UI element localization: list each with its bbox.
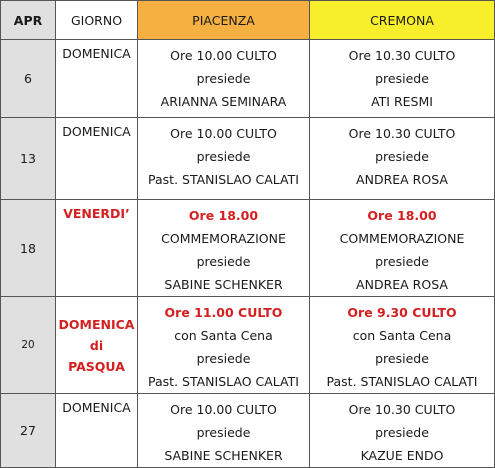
table-row <box>1 40 495 118</box>
presiede-label: presiede <box>375 149 429 164</box>
cremona-cell <box>310 394 495 468</box>
day-label: DOMENICA <box>58 316 135 332</box>
piacenza-cell <box>138 118 310 200</box>
service-time: Ore 10.00 CULTO <box>170 48 277 63</box>
service-time: Ore 18.00 <box>188 208 259 223</box>
header-row <box>1 1 495 40</box>
date-cell: 20 <box>1 297 56 394</box>
day-label: VENERDI’ <box>63 206 130 221</box>
day-cell <box>56 40 138 118</box>
presiede-label: presiede <box>196 71 251 86</box>
presiede-label: presiede <box>375 71 429 86</box>
piacenza-cell <box>138 200 310 297</box>
presiede-label: presiede <box>196 149 251 164</box>
cremona-cell <box>310 297 495 394</box>
date-cell: 13 <box>1 118 56 200</box>
presider-name: Past. STANISLAO CALATI <box>148 374 299 389</box>
day-label: di <box>89 337 104 353</box>
day-label: DOMENICA <box>62 400 131 415</box>
cremona-cell <box>310 40 495 118</box>
presider-name: ARIANNA SEMINARA <box>160 94 287 109</box>
presider-name: KAZUE ENDO <box>360 448 444 463</box>
presiede-label: presiede <box>196 351 251 366</box>
day-label: DOMENICA <box>62 46 131 61</box>
piacenza-cell <box>138 394 310 468</box>
date-cell: 18 <box>1 200 56 297</box>
day-label: PASQUA <box>68 358 125 374</box>
table-row <box>1 297 495 394</box>
date-cell: 27 <box>1 394 56 468</box>
cremona-cell <box>310 200 495 297</box>
service-type: con Santa Cena <box>352 328 452 343</box>
service-time: Ore 10.30 CULTO <box>348 126 456 141</box>
date-cell: 6 <box>1 40 56 118</box>
service-time: Ore 10.00 CULTO <box>170 402 277 417</box>
day-cell <box>56 394 138 468</box>
piacenza-cell <box>138 297 310 394</box>
presider-name: ANDREA ROSA <box>356 277 448 292</box>
presider-name: SABINE SCHENKER <box>164 277 283 292</box>
presiede-label: presiede <box>196 254 251 269</box>
presider-name: ANDREA ROSA <box>356 172 448 187</box>
day-cell <box>56 118 138 200</box>
piacenza-header: PIACENZA <box>138 1 310 40</box>
service-type: COMMEMORAZIONE <box>161 231 286 246</box>
month-header: APR <box>1 1 56 40</box>
service-time: Ore 18.00 <box>367 208 437 223</box>
day-header: GIORNO <box>56 1 138 40</box>
service-time: Ore 10.30 CULTO <box>348 402 456 417</box>
service-time: Ore 11.00 CULTO <box>164 305 283 320</box>
day-cell <box>56 200 138 297</box>
day-label: DOMENICA <box>62 124 131 139</box>
service-time: Ore 9.30 CULTO <box>347 305 457 320</box>
piacenza-cell <box>138 40 310 118</box>
presider-name: Past. STANISLAO CALATI <box>148 172 299 187</box>
service-time: Ore 10.30 CULTO <box>348 48 456 63</box>
presider-name: ATI RESMI <box>371 94 433 109</box>
service-type: con Santa Cena <box>174 328 273 343</box>
cremona-header: CREMONA <box>310 1 495 40</box>
presiede-label: presiede <box>375 351 429 366</box>
table-row <box>1 200 495 297</box>
presiede-label: presiede <box>196 425 251 440</box>
presiede-label: presiede <box>375 254 429 269</box>
service-time: Ore 10.00 CULTO <box>170 126 277 141</box>
presider-name: SABINE SCHENKER <box>164 448 283 463</box>
presiede-label: presiede <box>375 425 429 440</box>
table-row <box>1 394 495 468</box>
presider-name: Past. STANISLAO CALATI <box>326 374 478 389</box>
table-row <box>1 118 495 200</box>
cremona-cell <box>310 118 495 200</box>
day-cell <box>56 297 138 394</box>
service-type: COMMEMORAZIONE <box>339 231 465 246</box>
